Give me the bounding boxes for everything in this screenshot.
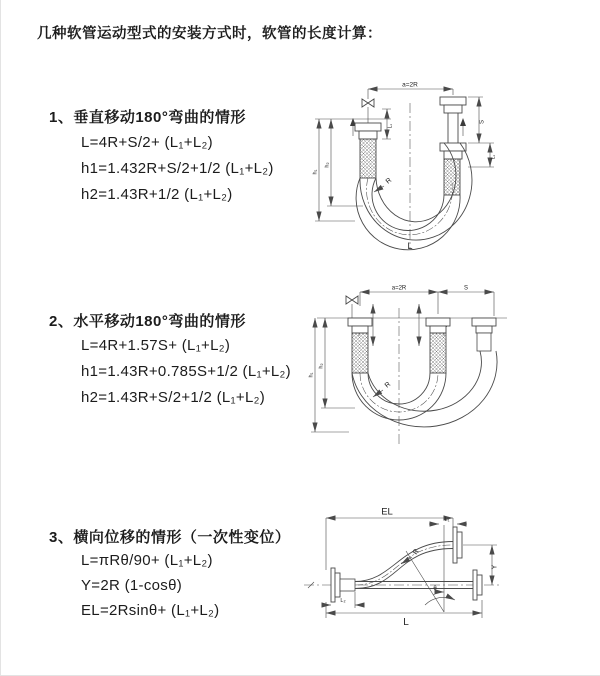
dim-el — [326, 507, 453, 571]
section-2-heading: 2、水平移动180°弯曲的情形 — [49, 313, 246, 330]
section-2-formula-h1: h1=1.43R+0.785S+1/2 (L₁+L₂) — [81, 363, 291, 380]
radius-callout — [401, 548, 421, 564]
dim-stroke-s — [438, 286, 494, 293]
dim-label-length: L — [403, 617, 409, 628]
dim-label-end-top: L₁ — [444, 517, 450, 523]
dim-h2 — [325, 119, 364, 206]
dim-label-h2: h₂ — [318, 363, 325, 369]
right-pipe-upper-position — [440, 97, 466, 143]
valve-icon — [346, 296, 358, 318]
dim-label-end-left: L₂ — [340, 598, 346, 604]
dim-label-s: S — [479, 119, 486, 125]
dim-a2r — [368, 82, 453, 100]
dim-label-y: Y — [491, 564, 499, 570]
dim-label-end-left: L₁ — [387, 123, 394, 129]
left-pipe-flange — [355, 123, 381, 178]
dim-h1 — [309, 318, 350, 432]
dim-stroke-s — [468, 97, 494, 143]
dim-end-left — [382, 109, 394, 139]
lateral-displacement-diagram — [299, 498, 600, 648]
dim-label-a2r: a=2R — [402, 81, 418, 89]
dim-a2r — [360, 286, 494, 317]
dim-label-radius: R — [411, 547, 421, 557]
section-1-formula-h2: h2=1.43R+1/2 (L₁+L₂) — [81, 186, 233, 203]
dim-label-h2: h₂ — [324, 162, 331, 168]
section-1-formula-length: L=4R+S/2+ (L₁+L₂) — [81, 134, 213, 151]
dim-label-h1: h₁ — [308, 372, 315, 378]
hose-displaced-position — [355, 527, 462, 589]
dim-label-radius: R — [384, 176, 394, 186]
angle-construction — [406, 525, 455, 612]
dim-end-left — [323, 592, 363, 608]
dim-label-theta: θ — [433, 586, 437, 592]
left-pipe-flange — [348, 318, 372, 373]
page-title: 几种软管运动型式的安装方式时，软管的长度计算： — [37, 26, 382, 42]
vertical-movement-diagram — [311, 73, 600, 268]
dim-label-el: EL — [381, 506, 393, 518]
hose-u-bend-moved — [352, 351, 497, 427]
moved-pipe-flange — [472, 318, 496, 351]
right-pipe-lower-position — [440, 143, 466, 195]
section-2-formula-h2: h2=1.43R+S/2+1/2 (L₁+L₂) — [81, 389, 266, 406]
dim-h2 — [319, 318, 356, 408]
left-pipe-flange — [331, 568, 355, 602]
dim-label-a2r: a=2R — [391, 285, 407, 292]
dim-length — [326, 600, 482, 628]
dim-label-length: L — [407, 241, 413, 251]
section-3-formula-el: EL=2Rsinθ+ (L₁+L₂) — [81, 602, 220, 619]
section-2-formula-length: L=4R+1.57S+ (L₁+L₂) — [81, 337, 231, 354]
section-1-formula-h1: h1=1.432R+S/2+1/2 (L₁+L₂) — [81, 160, 274, 177]
section-1-heading: 1、垂直移动180°弯曲的情形 — [49, 109, 246, 126]
valve-icon — [362, 99, 374, 123]
movement-arrow-up-right — [460, 118, 466, 136]
horizontal-movement-diagram — [307, 278, 600, 468]
dim-label-end-right: L₁ — [490, 154, 497, 160]
dim-label-radius: R — [383, 380, 393, 390]
middle-pipe-flange — [426, 318, 450, 373]
dim-label-s: S — [463, 285, 469, 292]
section-3-formula-y: Y=2R (1-cosθ) — [81, 577, 183, 594]
section-3-formula-length: L=πRθ/90+ (L₁+L₂) — [81, 552, 213, 569]
dim-end-right — [468, 143, 497, 167]
dim-label-h1: h₁ — [312, 169, 319, 175]
section-3-heading: 3、横向位移的情形（一次性变位） — [49, 529, 291, 546]
